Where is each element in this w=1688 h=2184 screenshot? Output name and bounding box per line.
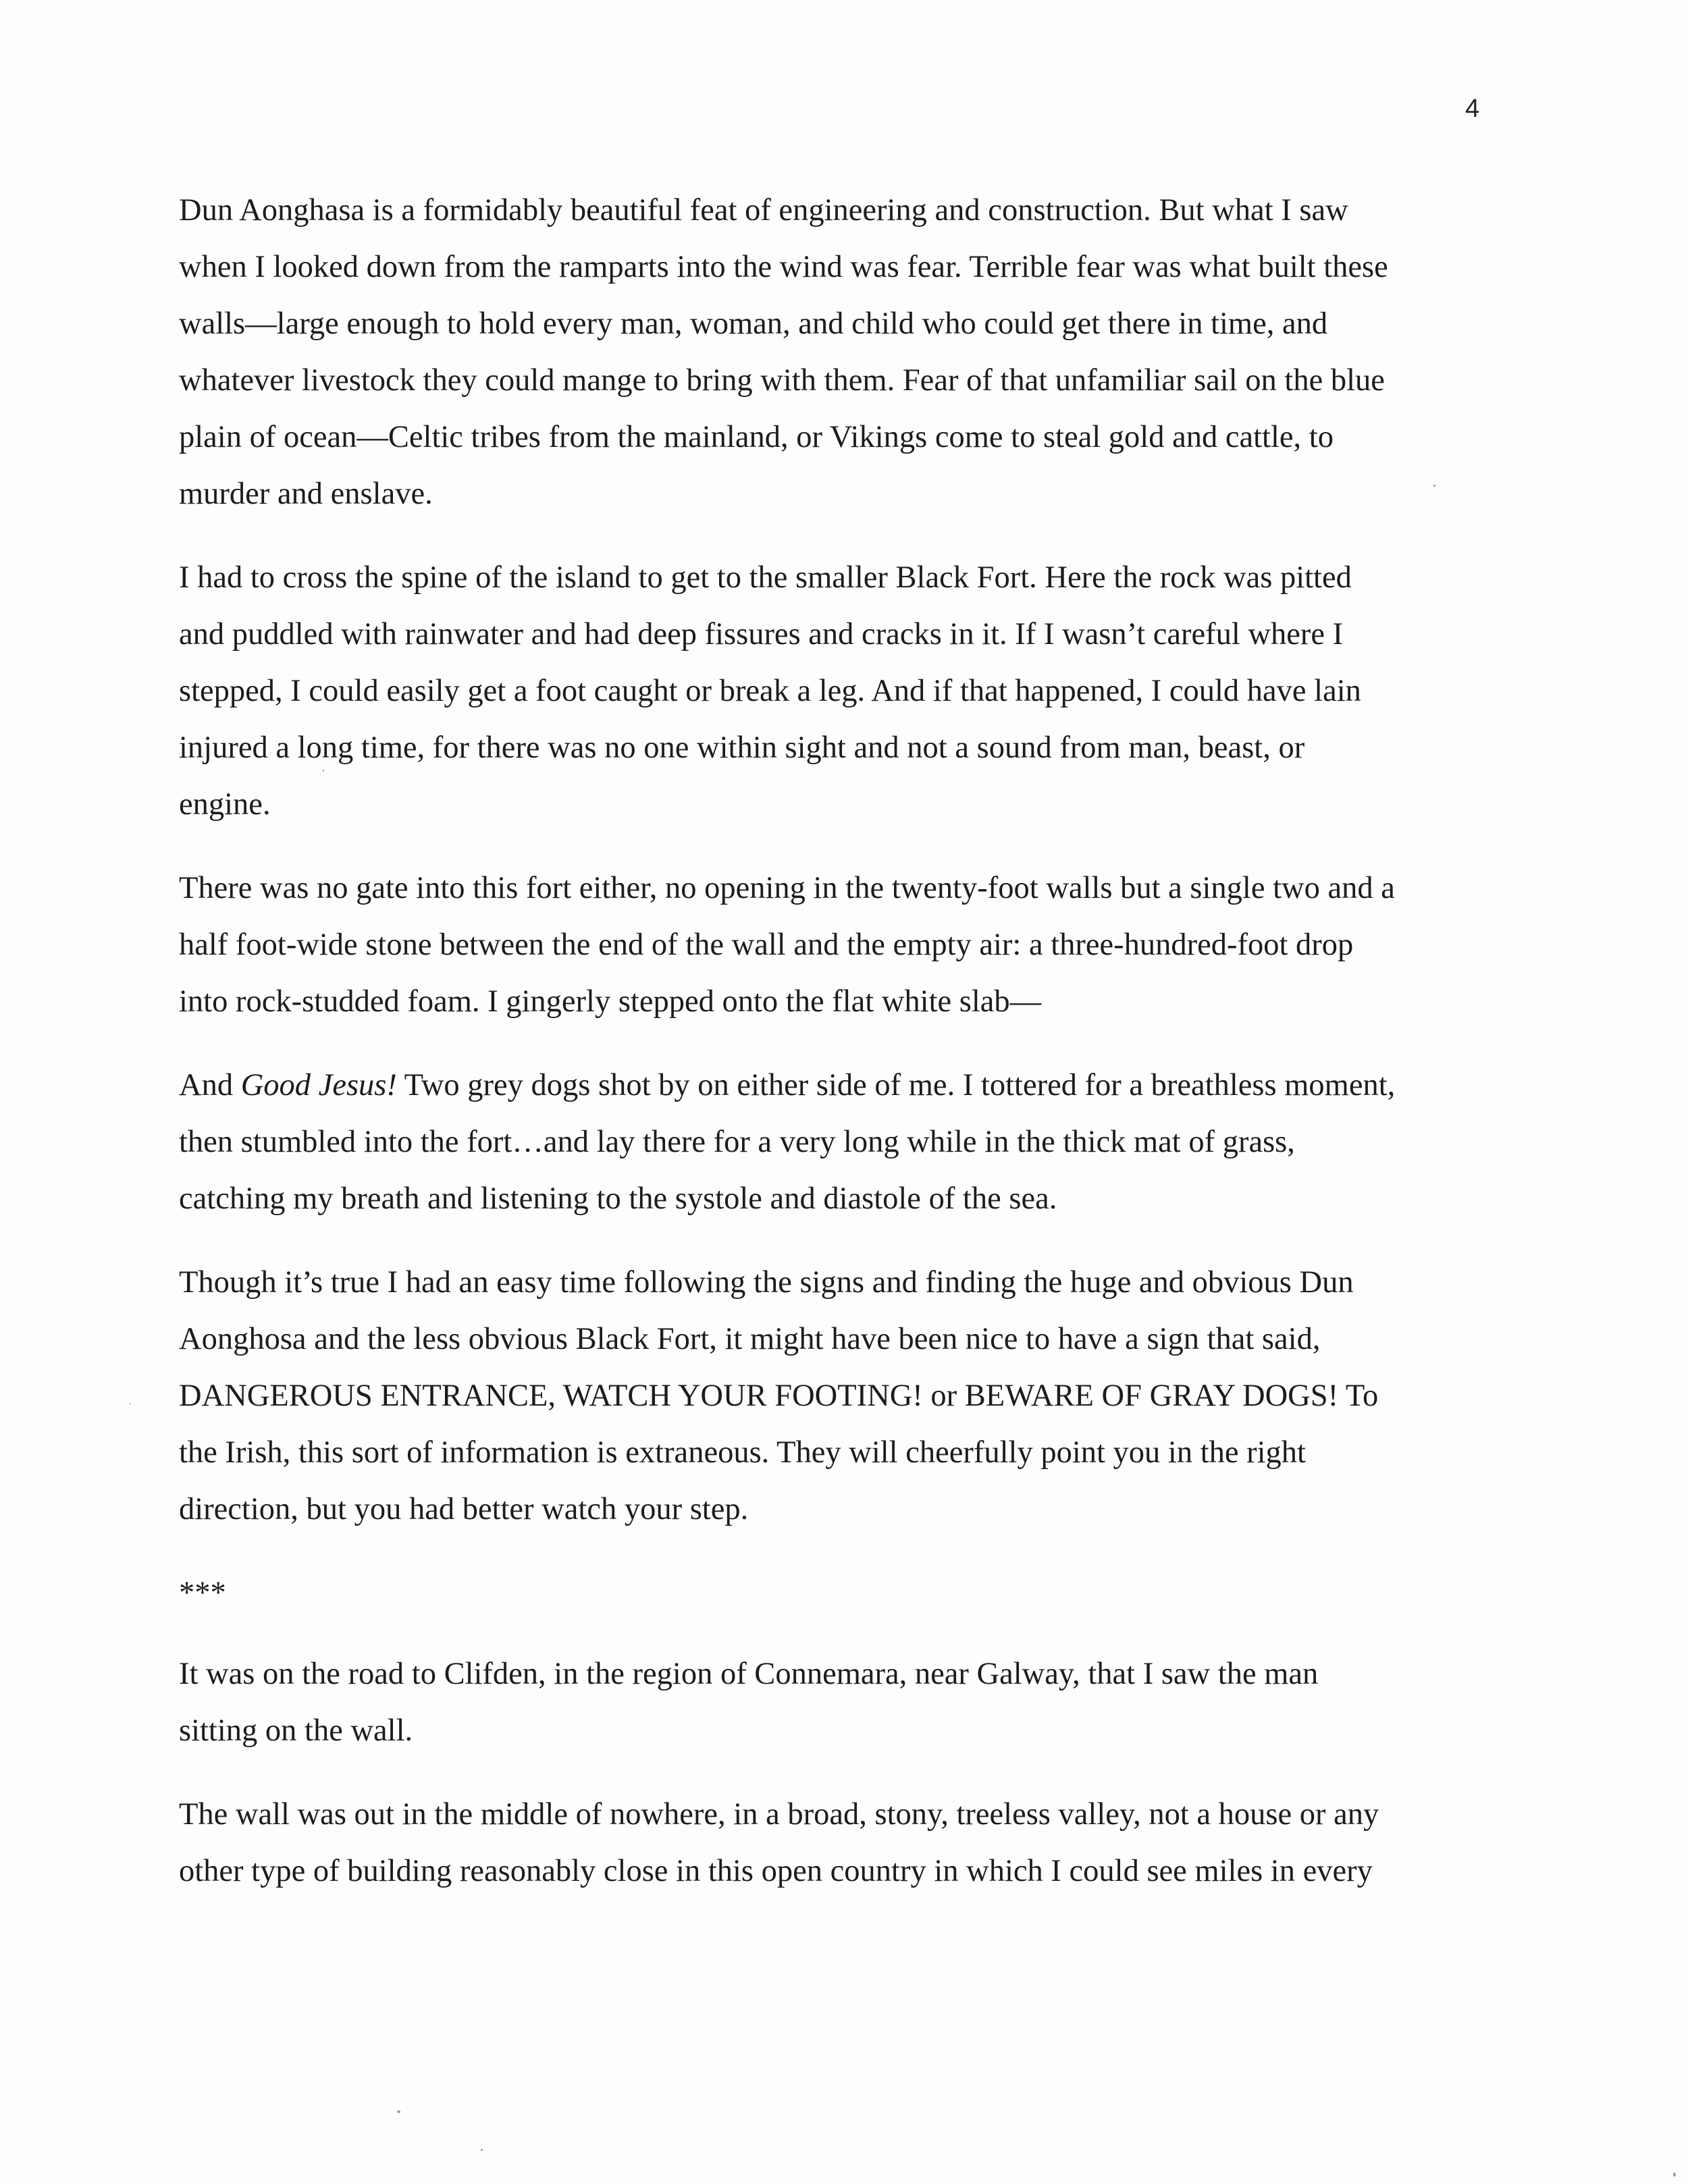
scan-speck (1673, 2173, 1676, 2177)
paragraph: It was on the road to Clifden, in the region of Connemara, near Galway, that I saw the man sitting on the wall. (179, 1657, 1319, 1748)
paragraph (179, 1057, 1523, 1227)
body-text (179, 182, 1523, 1927)
paragraph: The wall was out in the middle of nowhere, in a broad, stony, treeless valley, not a house or any other type of building reasonably close in this open country in which I could see miles in every (179, 1797, 1379, 1888)
paragraph-rest-text: Two grey dogs shot by on either side of me. I tottered for a breathless moment, then stumbled into the fort…and lay there for a very long while in the thick mat of grass, catching my breath and listening to the systole and diastole of the sea. (179, 1068, 1396, 1216)
paragraph-lead-text: And (179, 1068, 241, 1102)
paragraph: I had to cross the spine of the island to get to the smaller Black Fort. Here the rock was pitted and puddled with rainwater and had deep fissures and cracks in it. If I wasn’t careful where I stepped, I could easily get a foot caught or break a leg. And if that happened, I could have lain injured a long time, for there was no one within sight and not a sound from man, beast, or engine. (179, 560, 1361, 822)
scan-speck (1433, 485, 1435, 487)
paragraph: Dun Aonghasa is a formidably beautiful feat of engineering and construction. But what I saw when I looked down from the ramparts into the wind was fear. Terrible fear was what built these walls—large enough to hold every man, woman, and child who could get there in time, and whatever livestock they could mange to bring with them. Fear of that unfamiliar sail on the blue plain of ocean—Celtic tribes from the mainland, or Vikings come to steal gold and cattle, to murder and enslave. (179, 193, 1388, 511)
paragraph: There was no gate into this fort either, no opening in the twenty-foot walls but a single two and a half foot-wide stone between the end of the wall and the empty air: a three-hundred-foot drop into rock-studded foam. I gingerly stepped onto the flat white slab— (179, 871, 1395, 1019)
italic-exclamation: Good Jesus! (240, 1068, 397, 1102)
scan-speck (130, 1403, 131, 1404)
scan-speck (397, 2110, 400, 2113)
page-number: 4 (1465, 95, 1480, 123)
paragraph: Though it’s true I had an easy time following the signs and finding the huge and obvious Dun Aonghosa and the less obvious Black Fort, it might have been nice to have a sign that said, DANGEROUS ENTRANCE, WATCH YOUR FOOTING! or BEWARE OF GRAY DOGS! To the Irish, this sort of information is extraneous. They will cheerfully point you in the right direction, but you had better watch your step. (179, 1265, 1379, 1526)
section-separator: *** (179, 1576, 226, 1610)
scan-speck (323, 770, 324, 772)
scan-speck (481, 2149, 483, 2151)
